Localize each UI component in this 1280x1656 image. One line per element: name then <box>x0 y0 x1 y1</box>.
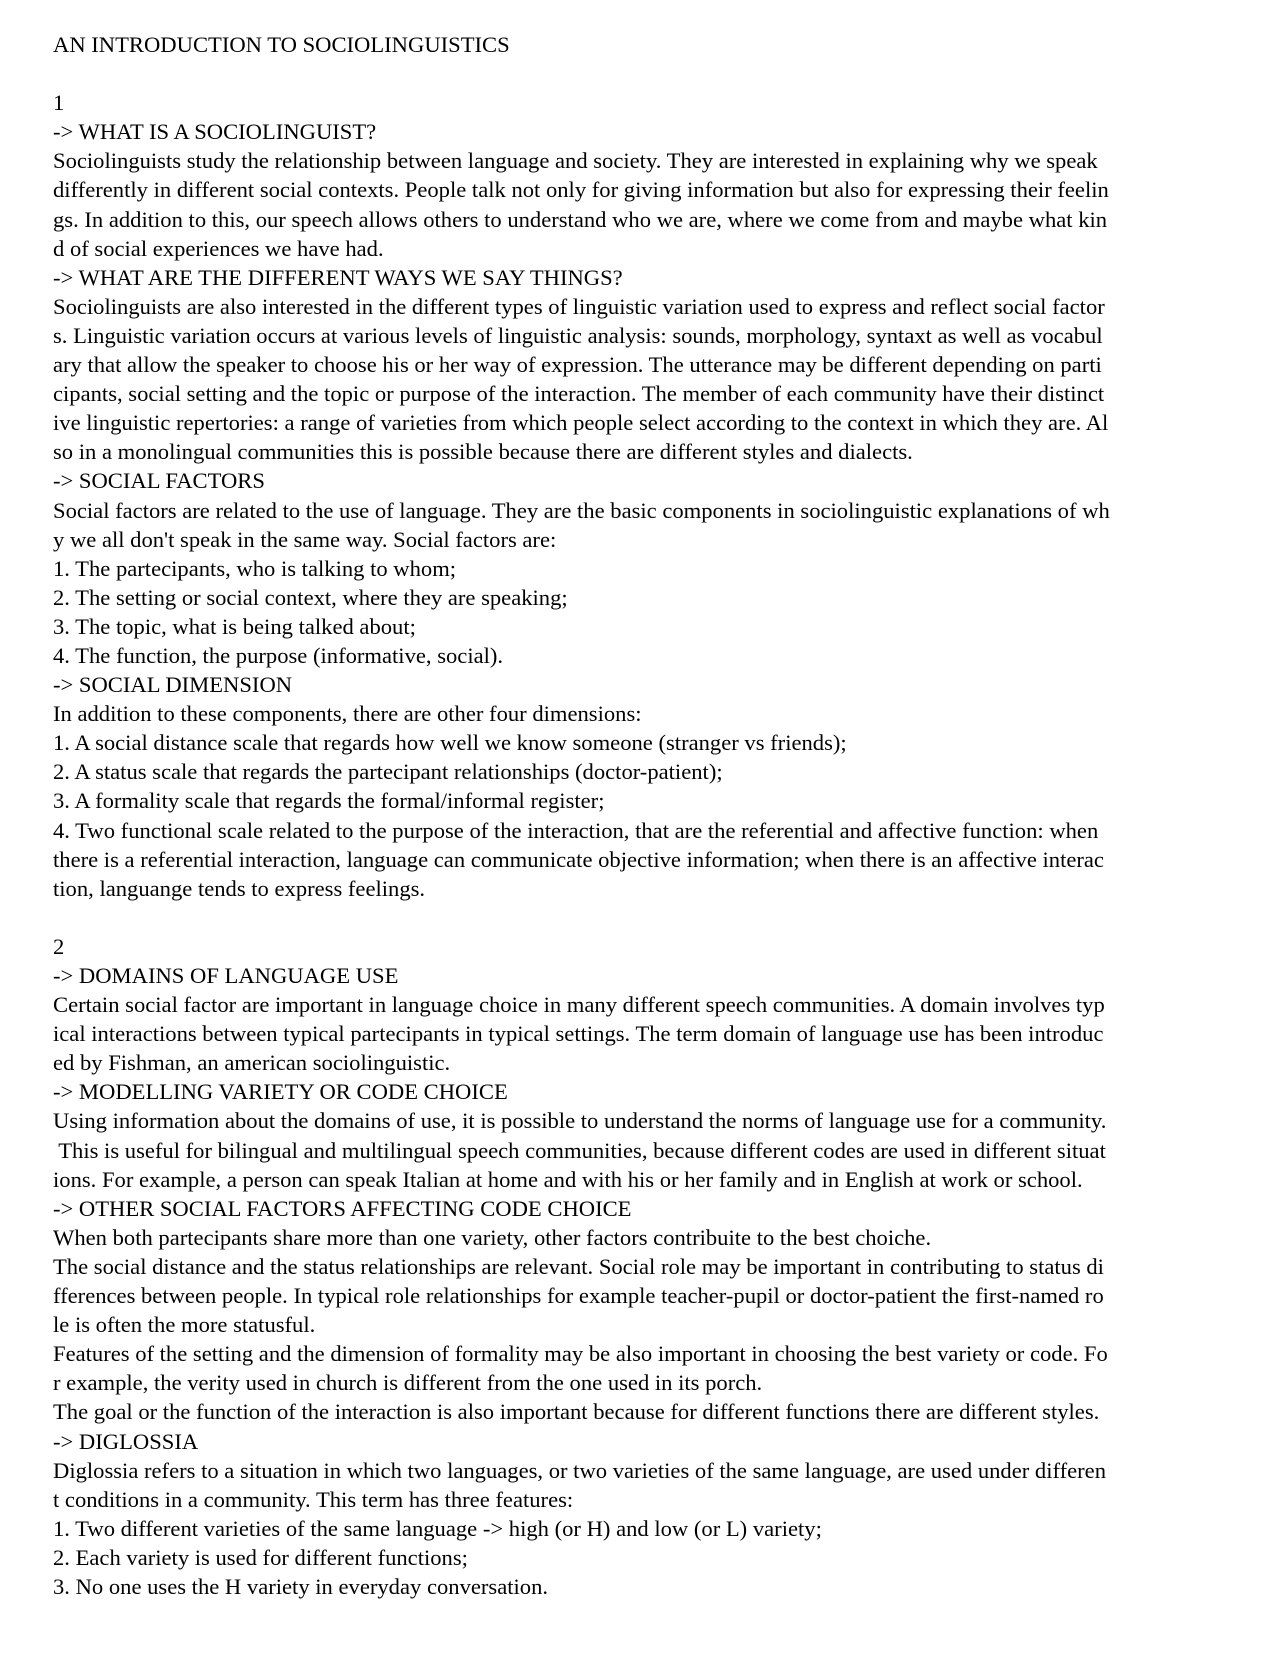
section-heading: -> DOMAINS OF LANGUAGE USE <box>53 963 399 988</box>
text-line: there is a referential interaction, language can communicate objective information; when there is an affective interac <box>53 846 1104 872</box>
section-2-body <box>53 961 1238 1601</box>
text-line: 3. No one uses the H variety in everyday conversation. <box>53 1573 549 1599</box>
section-heading: -> WHAT IS A SOCIOLINGUIST? <box>53 119 377 145</box>
text-line: The goal or the function of the interaction is also important because for different functions there are different styles. <box>53 1399 1100 1425</box>
text-line: ions. For example, a person can speak Italian at home and with his or her family and in English at work or school. <box>53 1166 1083 1192</box>
text-line: t conditions in a community. This term has three features: <box>53 1486 574 1512</box>
text-line: Diglossia refers to a situation in which two languages, or two varieties of the same language, are used under differen <box>53 1457 1107 1483</box>
text-line: differently in different social contexts. People talk not only for giving information but also for expressing their feelin <box>53 177 1109 203</box>
section-number: 1 <box>53 90 65 116</box>
text-line: 1. A social distance scale that regards how well we know someone (stranger vs friends); <box>53 730 847 756</box>
blank-line <box>53 903 1238 932</box>
section-heading: -> OTHER SOCIAL FACTORS AFFECTING CODE CHOICE <box>53 1195 632 1221</box>
text-line: 4. The function, the purpose (informative, social). <box>53 642 504 668</box>
blank-line <box>53 59 1238 88</box>
text-line: s. Linguistic variation occurs at various levels of linguistic analysis: sounds, morphology, syntaxt as well as vocabul <box>53 322 1103 348</box>
section-heading: -> SOCIAL FACTORS <box>53 468 265 494</box>
text-line: fferences between people. In typical role relationships for example teacher-pupil or doctor-patient the first-named ro <box>53 1283 1104 1309</box>
text-line: Sociolinguists study the relationship between language and society. They are interested in explaining why we speak <box>53 148 1098 174</box>
text-line: so in a monolingual communities this is possible because there are different styles and dialects. <box>53 439 913 465</box>
text-line: 2. The setting or social context, where they are speaking; <box>53 584 568 610</box>
text-line: r example, the verity used in church is different from the one used in its porch. <box>53 1370 763 1396</box>
text-line: ical interactions between typical partecipants in typical settings. The term domain of language use has been introduc <box>53 1021 1104 1047</box>
text-line: tion, languange tends to express feelings. <box>53 875 426 901</box>
section-heading: -> WHAT ARE THE DIFFERENT WAYS WE SAY THINGS? <box>53 264 623 290</box>
text-line: Sociolinguists are also interested in the different types of linguistic variation used to express and reflect social factor <box>53 293 1105 319</box>
text-line: ary that allow the speaker to choose his or her way of expression. The utterance may be different depending on parti <box>53 352 1102 378</box>
section-number: 2 <box>53 933 65 959</box>
text-line: Using information about the domains of use, it is possible to understand the norms of language use for a community. <box>53 1108 1107 1134</box>
text-line: ed by Fishman, an american sociolinguistic. <box>53 1050 451 1076</box>
text-line: 2. Each variety is used for different functions; <box>53 1544 468 1570</box>
text-line: This is useful for bilingual and multilingual speech communities, because different codes are used in different situat <box>53 1137 1106 1163</box>
text-line: Features of the setting and the dimension of formality may be also important in choosing the best variety or code. Fo <box>53 1341 1108 1367</box>
section-heading: -> SOCIAL DIMENSION <box>53 672 293 698</box>
text-line: Social factors are related to the use of language. They are the basic components in sociolinguistic explanations of wh <box>53 497 1110 523</box>
text-line: y we all don't speak in the same way. Social factors are: <box>53 526 557 552</box>
text-line: cipants, social setting and the topic or purpose of the interaction. The member of each community have their distinct <box>53 381 1105 407</box>
text-line: gs. In addition to this, our speech allows others to understand who we are, where we come from and maybe what kin <box>53 206 1108 232</box>
section-heading: -> DIGLOSSIA <box>53 1428 199 1454</box>
text-line: 2. A status scale that regards the partecipant relationships (doctor-patient); <box>53 759 723 785</box>
text-line: 1. Two different varieties of the same language -> high (or H) and low (or L) variety; <box>53 1515 822 1541</box>
section-1-body <box>53 117 1238 903</box>
text-line: When both partecipants share more than one variety, other factors contribuite to the best choiche. <box>53 1224 932 1250</box>
document-title: AN INTRODUCTION TO SOCIOLINGUISTICS <box>53 32 510 57</box>
text-line: 1. The partecipants, who is talking to whom; <box>53 555 457 581</box>
text-line: 3. A formality scale that regards the formal/informal register; <box>53 788 605 814</box>
text-line: The social distance and the status relationships are relevant. Social role may be important in contributing to status di <box>53 1253 1104 1279</box>
text-line: 3. The topic, what is being talked about; <box>53 613 416 639</box>
text-line: 4. Two functional scale related to the purpose of the interaction, that are the referential and affective function: when <box>53 817 1099 843</box>
section-heading: -> MODELLING VARIETY OR CODE CHOICE <box>53 1079 508 1105</box>
text-line: In addition to these components, there are other four dimensions: <box>53 701 642 727</box>
text-line: ive linguistic repertories: a range of varieties from which people select according to the context in which they are. Al <box>53 410 1109 436</box>
text-line: Certain social factor are important in language choice in many different speech communities. A domain involves typ <box>53 992 1105 1018</box>
document-page <box>53 30 1238 1601</box>
text-line: d of social experiences we have had. <box>53 235 384 261</box>
text-line: le is often the more statusful. <box>53 1312 316 1338</box>
